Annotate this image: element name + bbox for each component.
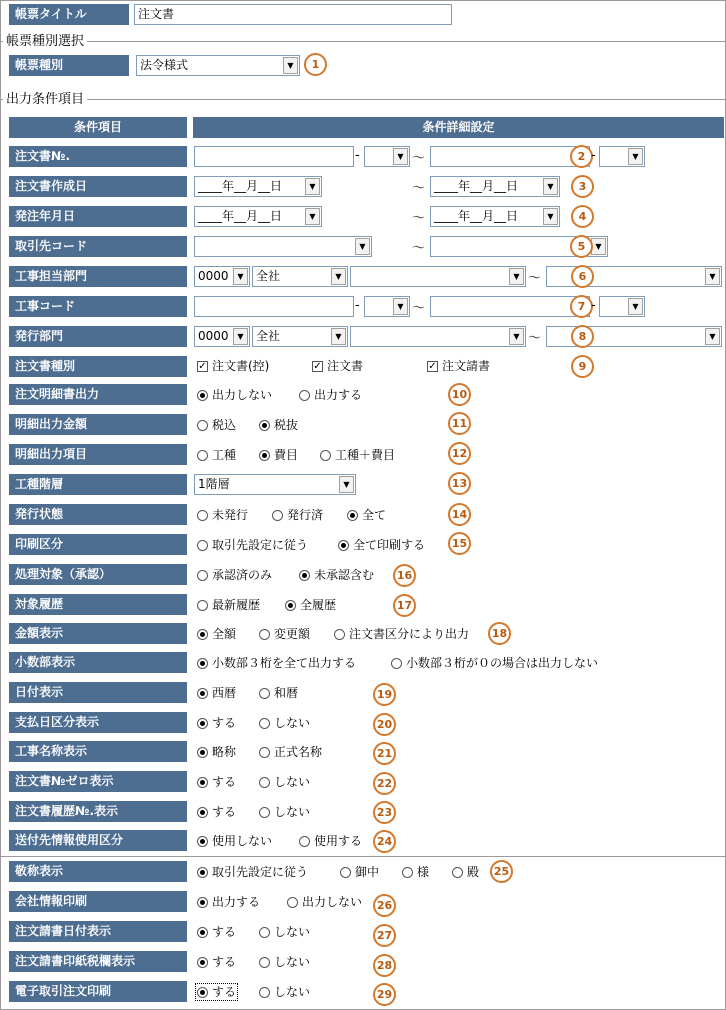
marker-1: 1 bbox=[304, 53, 327, 76]
label-history-no: 注文書履歴№.表示 bbox=[9, 801, 187, 822]
radio-icon bbox=[452, 867, 463, 878]
radio-show[interactable] bbox=[197, 805, 236, 819]
radio-decimal-skip-zero[interactable] bbox=[391, 656, 598, 670]
option-label: 略称 bbox=[212, 745, 237, 759]
label-order-kind: 注文書種別 bbox=[9, 356, 187, 377]
construction-dept-company-select[interactable] bbox=[252, 266, 348, 287]
radio-short-name[interactable] bbox=[197, 745, 236, 759]
construction-code-to-branch[interactable] bbox=[599, 296, 645, 317]
dropdown-arrow-icon: ▼ bbox=[393, 298, 408, 315]
radio-icon bbox=[259, 718, 270, 729]
option-label: 全額 bbox=[212, 627, 237, 641]
option-label: 変更額 bbox=[274, 627, 311, 641]
radio-icon bbox=[391, 658, 402, 669]
radio-icon bbox=[197, 600, 208, 611]
construction-code-from-input[interactable] bbox=[194, 296, 354, 317]
section-output-conditions: 出力条件項目 bbox=[3, 92, 87, 107]
option-label: 出力する bbox=[212, 895, 261, 909]
radio-detail-output-no[interactable] bbox=[197, 388, 272, 402]
label-construction-code: 工事コード bbox=[9, 296, 187, 317]
radio-show[interactable] bbox=[197, 775, 236, 789]
date-placeholder: ____年__月__日 bbox=[198, 179, 283, 193]
dropdown-arrow-icon: ▼ bbox=[509, 328, 524, 345]
report-type-value: 法令様式 bbox=[140, 58, 189, 72]
order-date-to[interactable] bbox=[430, 206, 560, 227]
order-no-to-input[interactable] bbox=[430, 146, 590, 167]
radio-selected-icon bbox=[347, 510, 358, 521]
dropdown-arrow-icon: ▼ bbox=[543, 178, 558, 195]
checkbox-checked-icon: ✓ bbox=[313, 360, 322, 372]
dropdown-arrow-icon: ▼ bbox=[339, 476, 354, 493]
dash: - bbox=[591, 148, 596, 163]
option-label: 最新履歴 bbox=[212, 598, 261, 612]
radio-unissued[interactable] bbox=[197, 508, 248, 522]
radio-selected-icon bbox=[197, 629, 208, 640]
radio-icon bbox=[259, 688, 270, 699]
label-detail-output: 注文明細書出力 bbox=[9, 384, 187, 405]
dropdown-arrow-icon: ▼ bbox=[305, 208, 320, 225]
option-label: 使用する bbox=[314, 834, 363, 848]
radio-selected-icon bbox=[197, 658, 208, 669]
work-hierarchy-select[interactable] bbox=[194, 474, 356, 495]
option-label: 注文書 bbox=[327, 359, 364, 373]
marker-7: 7 bbox=[570, 295, 593, 318]
radio-selected-icon bbox=[259, 450, 270, 461]
option-label: しない bbox=[274, 805, 311, 819]
radio-all-history[interactable] bbox=[285, 598, 336, 612]
marker-13: 13 bbox=[448, 472, 471, 495]
label-honorific: 敬称表示 bbox=[9, 861, 187, 882]
dropdown-arrow-icon: ▼ bbox=[355, 238, 370, 255]
radio-print-all[interactable] bbox=[338, 538, 425, 552]
option-label: 承認済のみ bbox=[212, 568, 273, 582]
option-label: 注文書(控) bbox=[212, 359, 270, 373]
radio-expense[interactable] bbox=[259, 448, 298, 462]
marker-29: 29 bbox=[373, 983, 396, 1006]
label-issue-status: 発行状態 bbox=[9, 504, 187, 525]
label-project-name: 工事名称表示 bbox=[9, 741, 187, 762]
radio-selected-icon bbox=[197, 897, 208, 908]
marker-18: 18 bbox=[488, 622, 511, 645]
radio-show[interactable] bbox=[197, 985, 236, 999]
radio-japanese-era[interactable] bbox=[259, 686, 298, 700]
radio-icon bbox=[287, 897, 298, 908]
radio-show[interactable] bbox=[197, 716, 236, 730]
tilde: ～ bbox=[412, 211, 426, 226]
option-label: 全履歴 bbox=[300, 598, 337, 612]
option-label: する bbox=[212, 716, 237, 730]
construction-dept-from-select[interactable] bbox=[350, 266, 526, 287]
marker-2: 2 bbox=[570, 145, 593, 168]
marker-9: 9 bbox=[571, 355, 594, 378]
marker-12: 12 bbox=[448, 442, 471, 465]
radio-hide[interactable] bbox=[259, 805, 310, 819]
tilde: ～ bbox=[412, 241, 426, 256]
option-label: 出力する bbox=[314, 388, 363, 402]
label-order-no: 注文書№. bbox=[9, 146, 187, 167]
radio-selected-icon bbox=[299, 570, 310, 581]
marker-11: 11 bbox=[448, 412, 471, 435]
radio-work-type-expense[interactable] bbox=[320, 448, 395, 462]
option-label: しない bbox=[274, 985, 311, 999]
radio-hide[interactable] bbox=[259, 716, 310, 730]
dropdown-arrow-icon: ▼ bbox=[705, 268, 720, 285]
marker-3: 3 bbox=[571, 175, 594, 198]
marker-8: 8 bbox=[571, 325, 594, 348]
radio-hide[interactable] bbox=[259, 775, 310, 789]
label-work-hierarchy: 工種階層 bbox=[9, 474, 187, 495]
radio-all[interactable] bbox=[347, 508, 386, 522]
radio-icon bbox=[259, 927, 270, 938]
radio-icon bbox=[299, 836, 310, 847]
option-label: 注文請書 bbox=[442, 359, 491, 373]
radio-approved-only[interactable] bbox=[197, 568, 272, 582]
dropdown-arrow-icon: ▼ bbox=[305, 178, 320, 195]
radio-use[interactable] bbox=[299, 834, 362, 848]
marker-17: 17 bbox=[393, 594, 416, 617]
label-order-no-zero: 注文書№ゼロ表示 bbox=[9, 771, 187, 792]
issuing-dept-code-select[interactable] bbox=[194, 326, 250, 347]
issuing-dept-from-select[interactable] bbox=[350, 326, 526, 347]
tilde: ～ bbox=[528, 331, 542, 346]
radio-full-amount[interactable] bbox=[197, 627, 236, 641]
option-label: しない bbox=[274, 955, 311, 969]
dropdown-arrow-icon: ▼ bbox=[543, 208, 558, 225]
title-label: 帳票タイトル bbox=[9, 4, 129, 25]
label-recipient-info: 送付先情報使用区分 bbox=[9, 830, 187, 851]
option-label: 全て印刷する bbox=[353, 538, 426, 552]
section-divider bbox=[0, 99, 726, 100]
radio-honorific-vendor[interactable] bbox=[197, 865, 308, 879]
construction-dept-code-select[interactable] bbox=[194, 266, 250, 287]
label-decimal-display: 小数部表示 bbox=[9, 652, 187, 673]
label-construction-dept: 工事担当部門 bbox=[9, 266, 187, 287]
radio-sama[interactable] bbox=[402, 865, 429, 879]
order-no-from-branch-select[interactable] bbox=[364, 146, 410, 167]
label-payment-day: 支払日区分表示 bbox=[9, 712, 187, 733]
order-date-from[interactable] bbox=[194, 206, 322, 227]
dropdown-arrow-icon: ▼ bbox=[331, 268, 346, 285]
label-vendor-code: 取引先コード bbox=[9, 236, 187, 257]
radio-western[interactable] bbox=[197, 686, 236, 700]
radio-change-amount[interactable] bbox=[259, 627, 310, 641]
radio-show[interactable] bbox=[197, 925, 236, 939]
kind-checkbox-copy[interactable] bbox=[197, 359, 269, 373]
option-label: する bbox=[212, 805, 237, 819]
radio-work-type[interactable] bbox=[197, 448, 236, 462]
radio-show[interactable] bbox=[197, 955, 236, 969]
option-label: 殿 bbox=[467, 865, 480, 879]
dropdown-arrow-icon: ▼ bbox=[509, 268, 524, 285]
radio-selected-icon bbox=[197, 777, 208, 788]
dropdown-arrow-icon: ▼ bbox=[283, 57, 298, 74]
construction-code-to-input[interactable] bbox=[430, 296, 590, 317]
dropdown-arrow-icon: ▼ bbox=[628, 298, 643, 315]
option-label: しない bbox=[274, 716, 311, 730]
dropdown-arrow-icon: ▼ bbox=[233, 268, 248, 285]
dash: - bbox=[591, 298, 596, 313]
radio-icon bbox=[197, 540, 208, 551]
label-print-category: 印刷区分 bbox=[9, 534, 187, 555]
label-date-display: 日付表示 bbox=[9, 682, 187, 703]
radio-selected-icon bbox=[197, 390, 208, 401]
dept-code-value: 0000 bbox=[198, 329, 229, 343]
radio-by-order-category[interactable] bbox=[334, 627, 469, 641]
radio-icon bbox=[259, 629, 270, 640]
order-no-from-input[interactable] bbox=[194, 146, 354, 167]
label-order-date: 発注年月日 bbox=[9, 206, 187, 227]
marker-19: 19 bbox=[373, 683, 396, 706]
label-created-date: 注文書作成日 bbox=[9, 176, 187, 197]
issuing-dept-company-select[interactable] bbox=[252, 326, 348, 347]
option-label: する bbox=[212, 955, 237, 969]
section-divider bbox=[0, 41, 726, 42]
radio-icon bbox=[299, 390, 310, 401]
tilde: ～ bbox=[412, 181, 426, 196]
radio-icon bbox=[272, 510, 283, 521]
radio-tax-excluded[interactable] bbox=[259, 418, 298, 432]
section-report-type: 帳票種別選択 bbox=[3, 34, 87, 49]
option-label: 費目 bbox=[274, 448, 299, 462]
radio-selected-icon bbox=[285, 600, 296, 611]
radio-selected-icon bbox=[197, 957, 208, 968]
dept-all-value: 全社 bbox=[256, 269, 281, 283]
marker-28: 28 bbox=[373, 954, 396, 977]
radio-selected-icon bbox=[197, 927, 208, 938]
option-label: 出力しない bbox=[302, 895, 363, 909]
dropdown-arrow-icon: ▼ bbox=[393, 148, 408, 165]
radio-icon bbox=[259, 777, 270, 788]
radio-follow-vendor[interactable] bbox=[197, 538, 308, 552]
radio-icon bbox=[259, 957, 270, 968]
option-label: 税込 bbox=[212, 418, 237, 432]
radio-hide[interactable] bbox=[259, 955, 310, 969]
option-label: 全て bbox=[362, 508, 387, 522]
marker-24: 24 bbox=[373, 830, 396, 853]
radio-hide[interactable] bbox=[259, 985, 310, 999]
column-header-detail: 条件詳細設定 bbox=[193, 117, 724, 138]
radio-selected-icon bbox=[259, 420, 270, 431]
option-label: 小数部３桁が０の場合は出力しない bbox=[406, 656, 599, 670]
date-placeholder: ____年__月__日 bbox=[434, 209, 519, 223]
option-label: しない bbox=[274, 925, 311, 939]
section-divider bbox=[0, 856, 726, 857]
option-label: 工種 bbox=[212, 448, 237, 462]
option-label: 和暦 bbox=[274, 686, 299, 700]
option-label: 注文書区分により出力 bbox=[349, 627, 470, 641]
radio-icon bbox=[334, 629, 345, 640]
radio-icon bbox=[402, 867, 413, 878]
label-electronic-print: 電子取引注文印刷 bbox=[9, 981, 187, 1002]
kind-checkbox-acceptance[interactable] bbox=[427, 359, 490, 373]
order-no-to-branch-select[interactable] bbox=[599, 146, 645, 167]
tilde: ～ bbox=[412, 151, 426, 166]
construction-code-from-branch[interactable] bbox=[364, 296, 410, 317]
radio-decimal-all[interactable] bbox=[197, 656, 356, 670]
radio-selected-icon bbox=[197, 987, 208, 998]
label-detail-amount: 明細出力金額 bbox=[9, 414, 187, 435]
marker-20: 20 bbox=[373, 713, 396, 736]
title-input[interactable]: 注文書 bbox=[134, 4, 452, 25]
vendor-code-from[interactable] bbox=[194, 236, 372, 257]
marker-14: 14 bbox=[448, 503, 471, 526]
option-label: 使用しない bbox=[212, 834, 273, 848]
dash: - bbox=[355, 298, 360, 313]
radio-not-use[interactable] bbox=[197, 834, 272, 848]
radio-dono[interactable] bbox=[452, 865, 479, 879]
radio-latest-history[interactable] bbox=[197, 598, 260, 612]
label-issuing-dept: 発行部門 bbox=[9, 326, 187, 347]
radio-icon bbox=[259, 807, 270, 818]
report-type-label: 帳票種別 bbox=[9, 55, 129, 76]
label-stamp-duty: 注文請書印紙税欄表示 bbox=[9, 951, 187, 972]
marker-21: 21 bbox=[373, 742, 396, 765]
column-header-item: 条件項目 bbox=[9, 117, 187, 138]
label-approval-target: 処理対象（承認） bbox=[9, 564, 187, 585]
radio-selected-icon bbox=[197, 807, 208, 818]
created-date-from[interactable] bbox=[194, 176, 322, 197]
option-label: 未発行 bbox=[212, 508, 249, 522]
dept-code-value: 0000 bbox=[198, 269, 229, 283]
option-label: 未承認含む bbox=[314, 568, 375, 582]
checkbox-checked-icon: ✓ bbox=[198, 360, 207, 372]
radio-icon bbox=[340, 867, 351, 878]
dropdown-arrow-icon: ▼ bbox=[331, 328, 346, 345]
option-label: する bbox=[212, 925, 237, 939]
label-acceptance-date: 注文請書日付表示 bbox=[9, 921, 187, 942]
option-label: 発行済 bbox=[287, 508, 324, 522]
marker-4: 4 bbox=[571, 205, 594, 228]
date-placeholder: ____年__月__日 bbox=[434, 179, 519, 193]
option-label: 工種＋費目 bbox=[335, 448, 396, 462]
radio-output[interactable] bbox=[197, 895, 260, 909]
tilde: ～ bbox=[412, 301, 426, 316]
radio-icon bbox=[197, 450, 208, 461]
marker-22: 22 bbox=[373, 772, 396, 795]
radio-selected-icon bbox=[197, 836, 208, 847]
option-label: 御中 bbox=[355, 865, 380, 879]
marker-27: 27 bbox=[373, 924, 396, 947]
marker-15: 15 bbox=[448, 532, 471, 555]
dash: - bbox=[355, 148, 360, 163]
label-detail-items: 明細出力項目 bbox=[9, 444, 187, 465]
label-amount-display: 金額表示 bbox=[9, 623, 187, 644]
label-target-history: 対象履歴 bbox=[9, 594, 187, 615]
radio-selected-icon bbox=[197, 867, 208, 878]
option-label: 税抜 bbox=[274, 418, 299, 432]
marker-10: 10 bbox=[448, 383, 471, 406]
option-label: する bbox=[212, 775, 237, 789]
radio-icon bbox=[320, 450, 331, 461]
option-label: 小数部３桁を全て出力する bbox=[212, 656, 357, 670]
hierarchy-value: 1階層 bbox=[198, 477, 230, 491]
option-label: 正式名称 bbox=[274, 745, 323, 759]
radio-selected-icon bbox=[338, 540, 349, 551]
option-label: する bbox=[212, 985, 237, 999]
radio-selected-icon bbox=[197, 718, 208, 729]
report-type-select[interactable] bbox=[136, 55, 300, 76]
option-label: 取引先設定に従う bbox=[212, 538, 309, 552]
kind-checkbox-order[interactable] bbox=[312, 359, 363, 373]
radio-selected-icon bbox=[197, 688, 208, 699]
radio-include-unapproved[interactable] bbox=[299, 568, 374, 582]
radio-selected-icon bbox=[197, 747, 208, 758]
marker-23: 23 bbox=[373, 801, 396, 824]
radio-issued[interactable] bbox=[272, 508, 323, 522]
radio-onchu[interactable] bbox=[340, 865, 379, 879]
dept-all-value: 全社 bbox=[256, 329, 281, 343]
radio-icon bbox=[259, 987, 270, 998]
label-company-info: 会社情報印刷 bbox=[9, 891, 187, 912]
dropdown-arrow-icon: ▼ bbox=[591, 238, 606, 255]
dropdown-arrow-icon: ▼ bbox=[233, 328, 248, 345]
radio-tax-included[interactable] bbox=[197, 418, 236, 432]
radio-detail-output-yes[interactable] bbox=[299, 388, 362, 402]
option-label: 様 bbox=[417, 865, 430, 879]
option-label: 出力しない bbox=[212, 388, 273, 402]
radio-icon bbox=[197, 420, 208, 431]
radio-no-output[interactable] bbox=[287, 895, 362, 909]
option-label: しない bbox=[274, 775, 311, 789]
tilde: ～ bbox=[528, 271, 542, 286]
radio-full-name[interactable] bbox=[259, 745, 322, 759]
marker-26: 26 bbox=[373, 894, 396, 917]
marker-16: 16 bbox=[393, 564, 416, 587]
option-label: 取引先設定に従う bbox=[212, 865, 309, 879]
marker-5: 5 bbox=[570, 235, 593, 258]
created-date-to[interactable] bbox=[430, 176, 560, 197]
radio-icon bbox=[197, 510, 208, 521]
option-label: 西暦 bbox=[212, 686, 237, 700]
marker-25: 25 bbox=[490, 860, 513, 883]
dropdown-arrow-icon: ▼ bbox=[705, 328, 720, 345]
checkbox-checked-icon: ✓ bbox=[428, 360, 437, 372]
radio-icon bbox=[197, 570, 208, 581]
date-placeholder: ____年__月__日 bbox=[198, 209, 283, 223]
marker-6: 6 bbox=[571, 265, 594, 288]
radio-hide[interactable] bbox=[259, 925, 310, 939]
radio-icon bbox=[259, 747, 270, 758]
dropdown-arrow-icon: ▼ bbox=[628, 148, 643, 165]
